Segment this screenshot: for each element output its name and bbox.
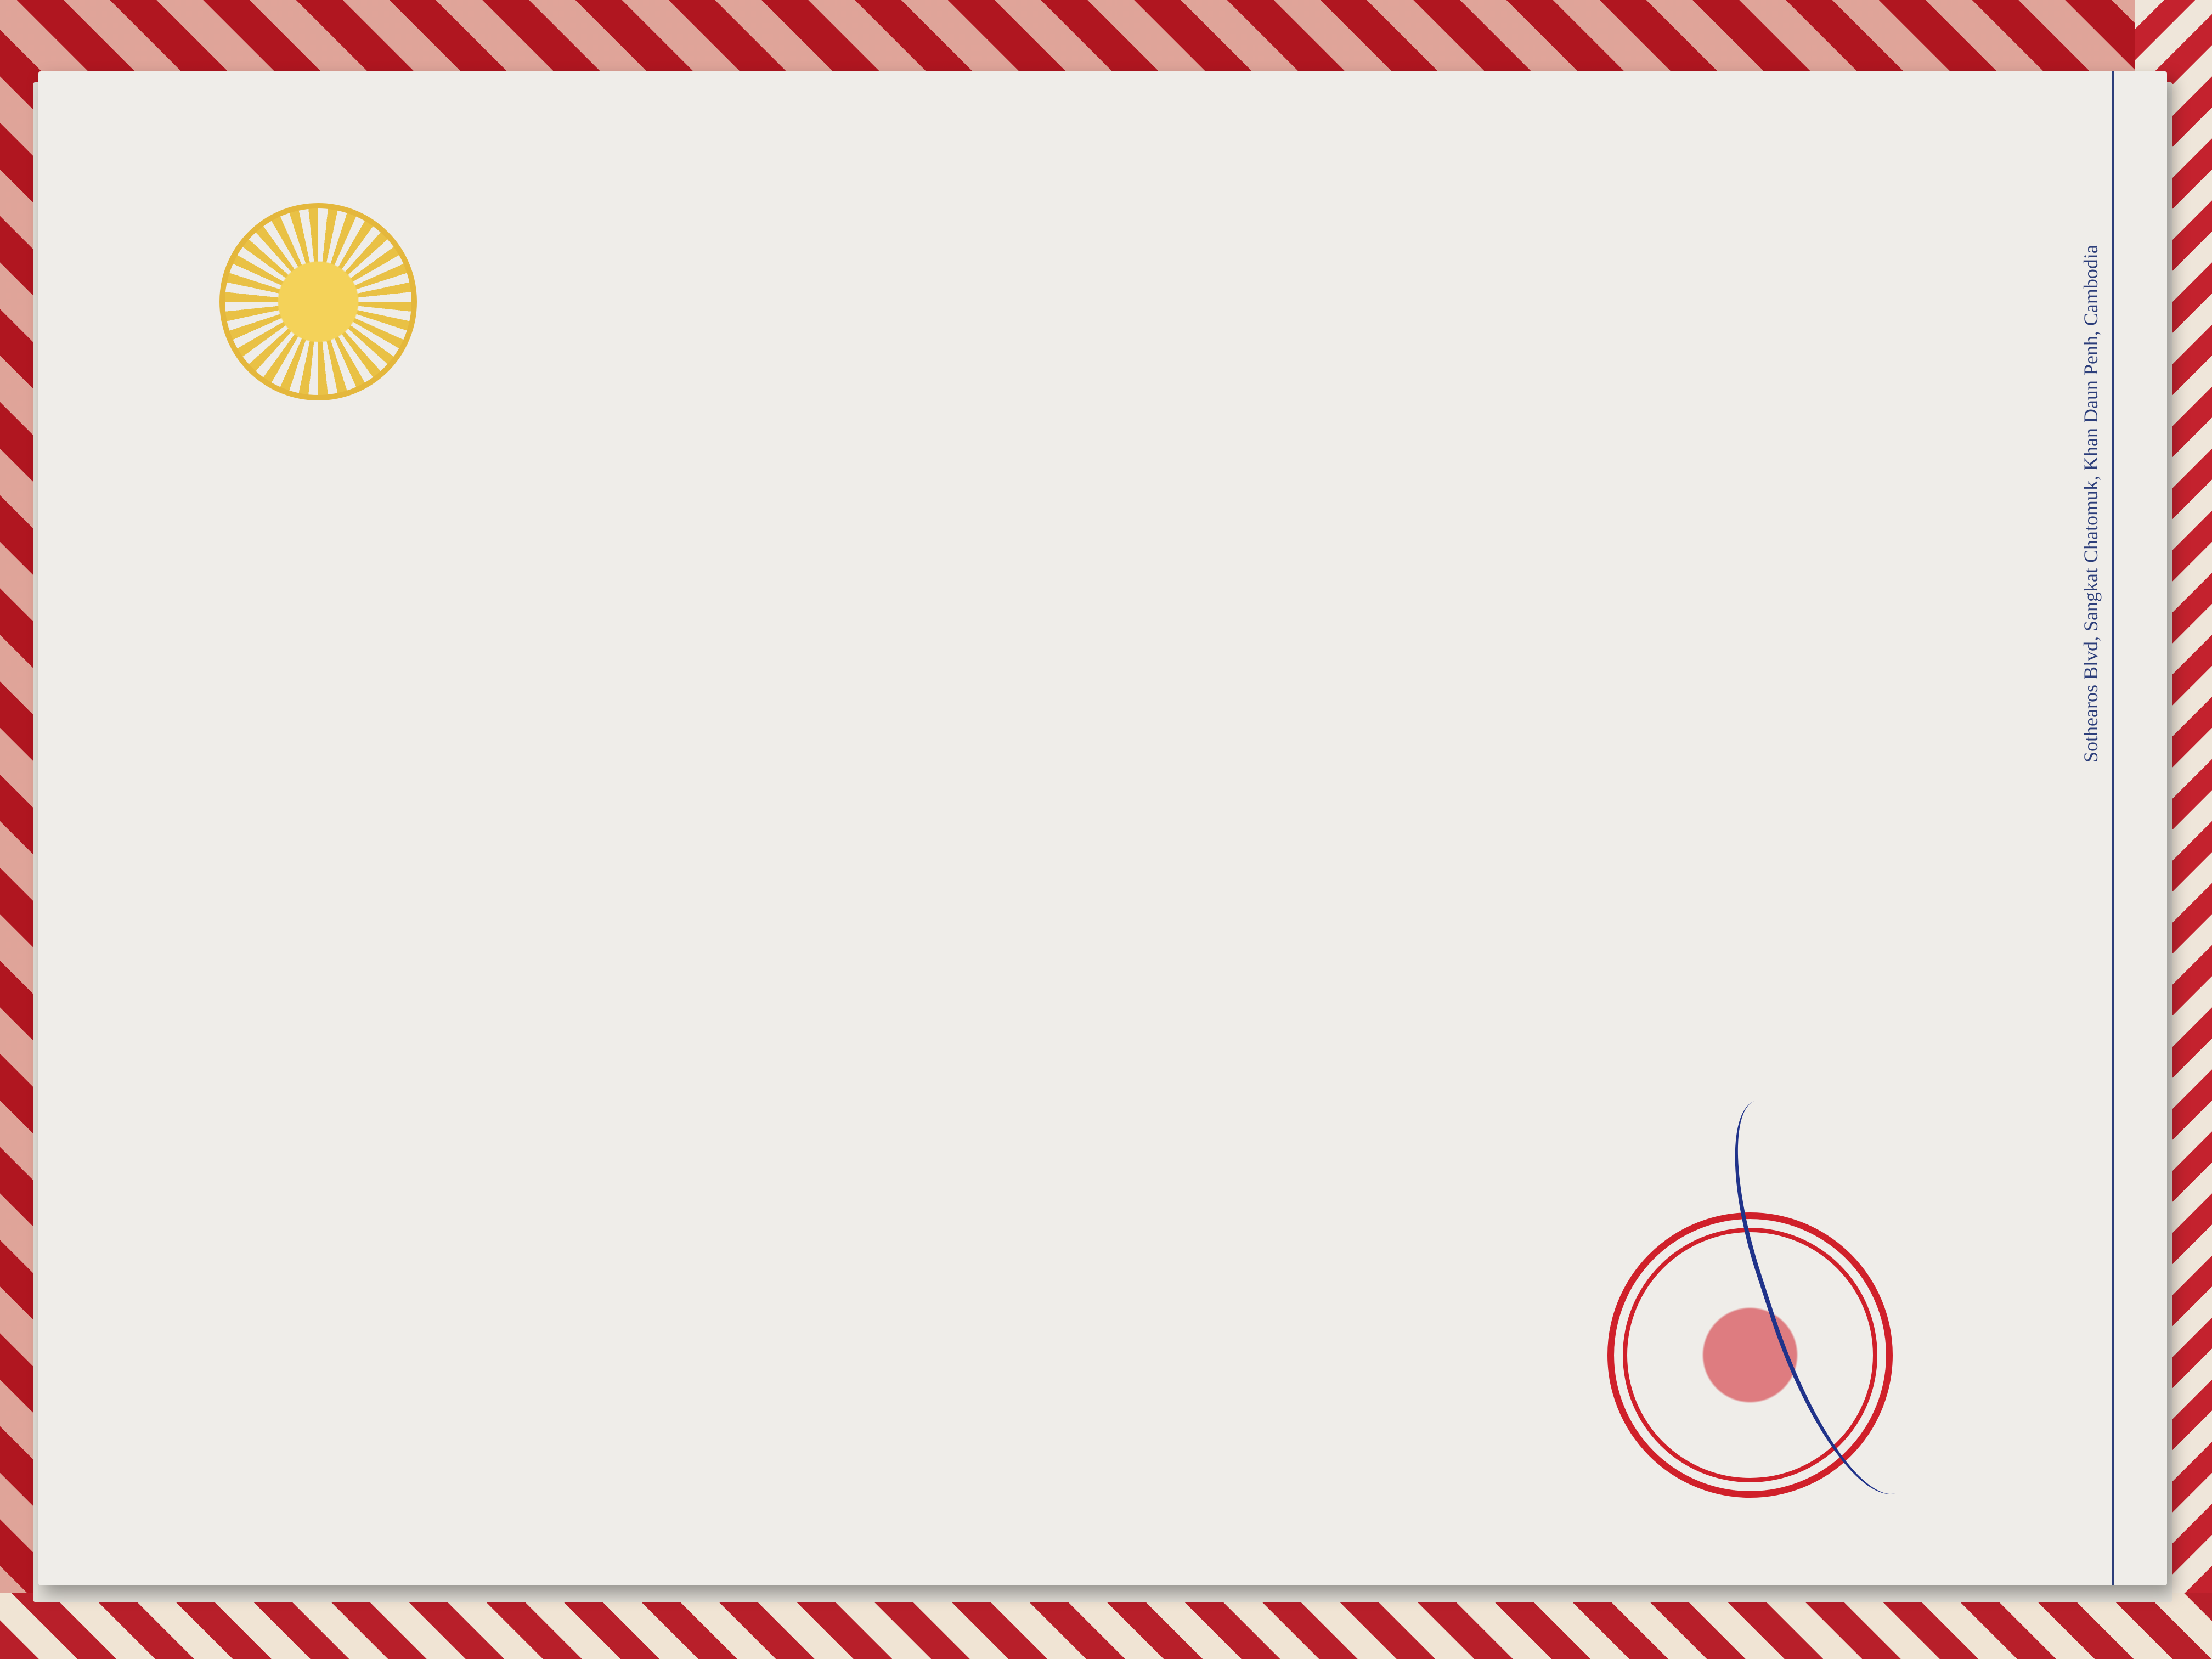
- footer-address-english: Sothearos Blvd, Sangkat Chatomuk, Khan Daun Penh, Cambodia: [2080, 245, 2102, 763]
- letter-content: [38, 71, 2167, 1585]
- tablecloth-bottom-edge: [0, 1593, 2212, 1659]
- footer-divider: [2112, 71, 2114, 1585]
- ministry-emblem-icon: [219, 203, 417, 400]
- letter-paper: [38, 71, 2167, 1585]
